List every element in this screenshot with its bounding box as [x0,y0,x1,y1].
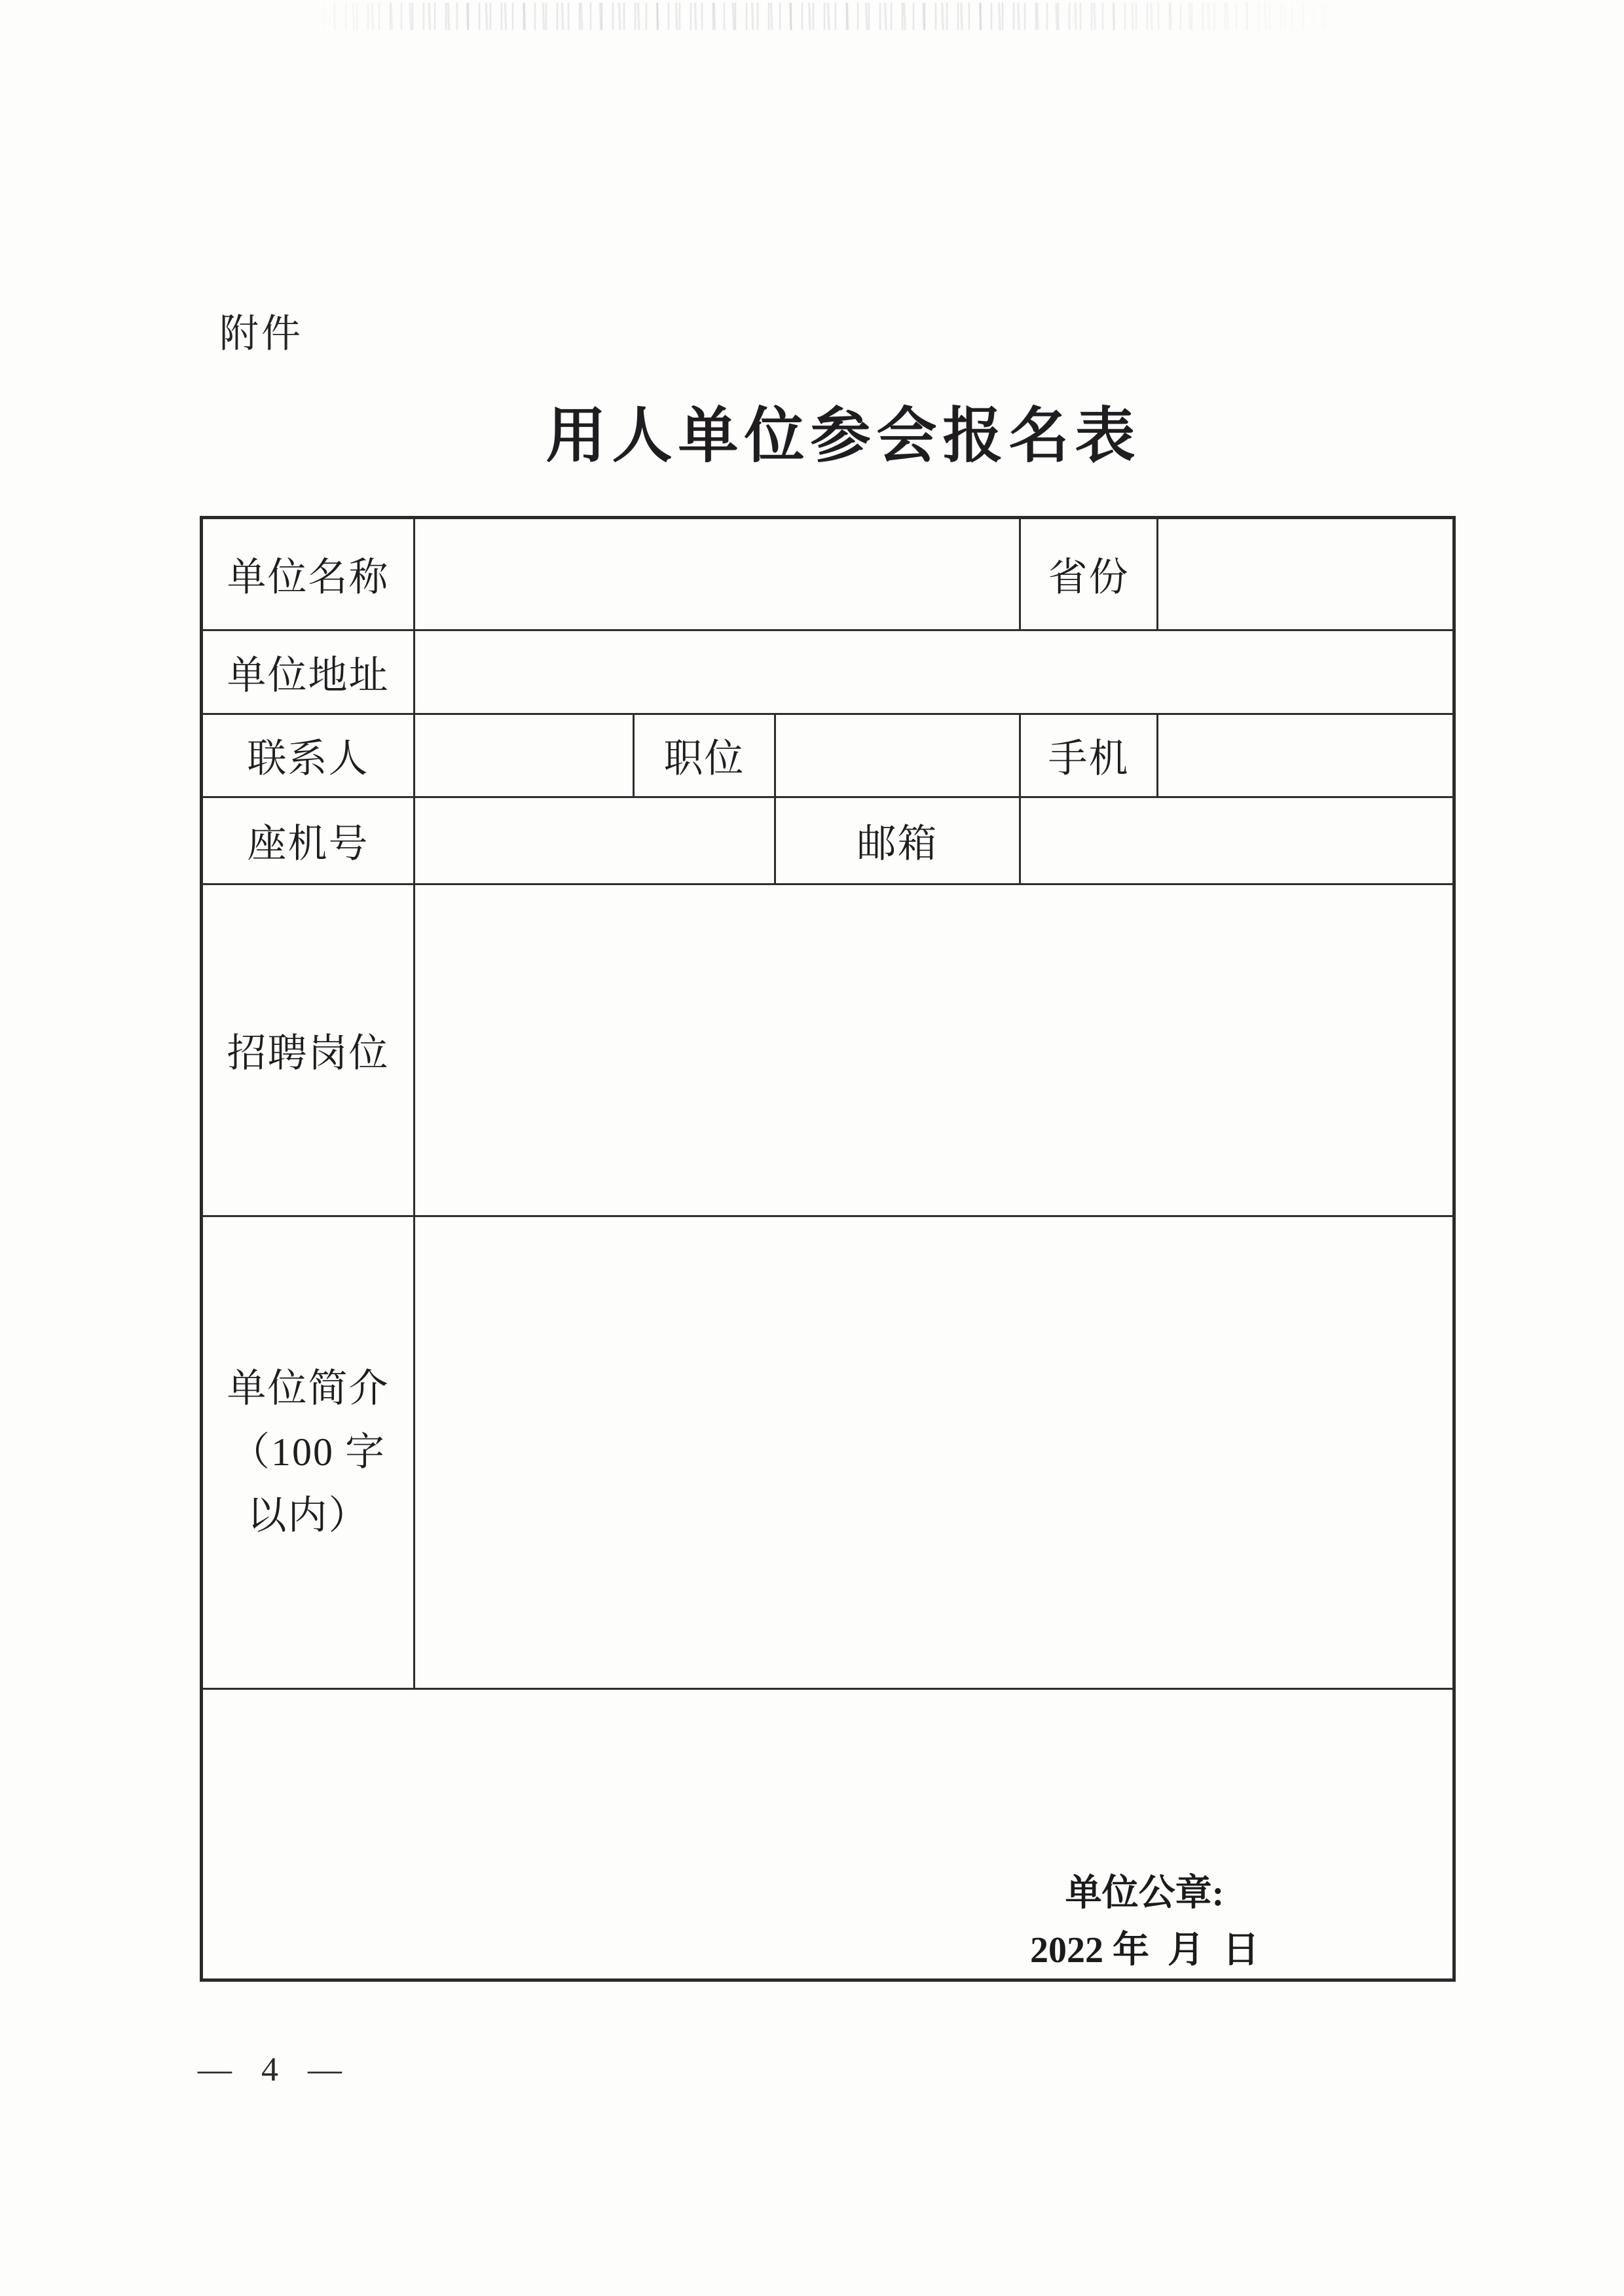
position-label: 职位 [634,714,775,797]
registration-form-table [200,516,1456,1982]
recruit-positions-label: 招聘岗位 [202,884,415,1216]
unit-address-label: 单位地址 [202,630,415,714]
contact-label: 联系人 [202,714,415,797]
row-unit-intro [202,1216,1454,1689]
unit-name-label: 单位名称 [202,518,415,630]
unit-address-field [415,630,1454,714]
landline-field [415,797,775,884]
seal-block [994,1865,1295,1979]
province-field [1158,518,1454,630]
unit-intro-field [415,1216,1454,1689]
position-field [775,714,1020,797]
email-field [1020,797,1454,884]
landline-label: 座机号 [202,797,415,884]
form-title: 用人单位参会报名表 [545,403,1141,469]
unit-intro-label-line3: 以内） [247,1494,369,1538]
row-recruit-positions [202,884,1454,1216]
row-landline-email [202,797,1454,884]
unit-intro-label [202,1216,415,1689]
unit-seal-label: 单位公章: [1065,1873,1225,1914]
date-line: 2022 年 月 日 [1030,1929,1259,1971]
contact-field [415,714,634,797]
scanner-noise-artifact [308,3,1408,30]
mobile-field [1158,714,1454,797]
row-seal-date [202,1689,1454,1980]
province-label: 省份 [1020,518,1158,630]
page-number: — 4 — [198,2051,352,2088]
unit-intro-label-line2: （100 字 [231,1430,386,1474]
row-unit-name [202,518,1454,630]
row-unit-address [202,630,1454,714]
recruit-positions-field [415,884,1454,1216]
unit-name-field [415,518,1020,630]
mobile-label: 手机 [1020,714,1158,797]
seal-date-cell [202,1689,1454,1980]
attachment-label: 附件 [219,312,303,355]
email-label: 邮箱 [775,797,1020,884]
row-contact [202,714,1454,797]
unit-intro-label-line1: 单位简介 [227,1366,390,1410]
